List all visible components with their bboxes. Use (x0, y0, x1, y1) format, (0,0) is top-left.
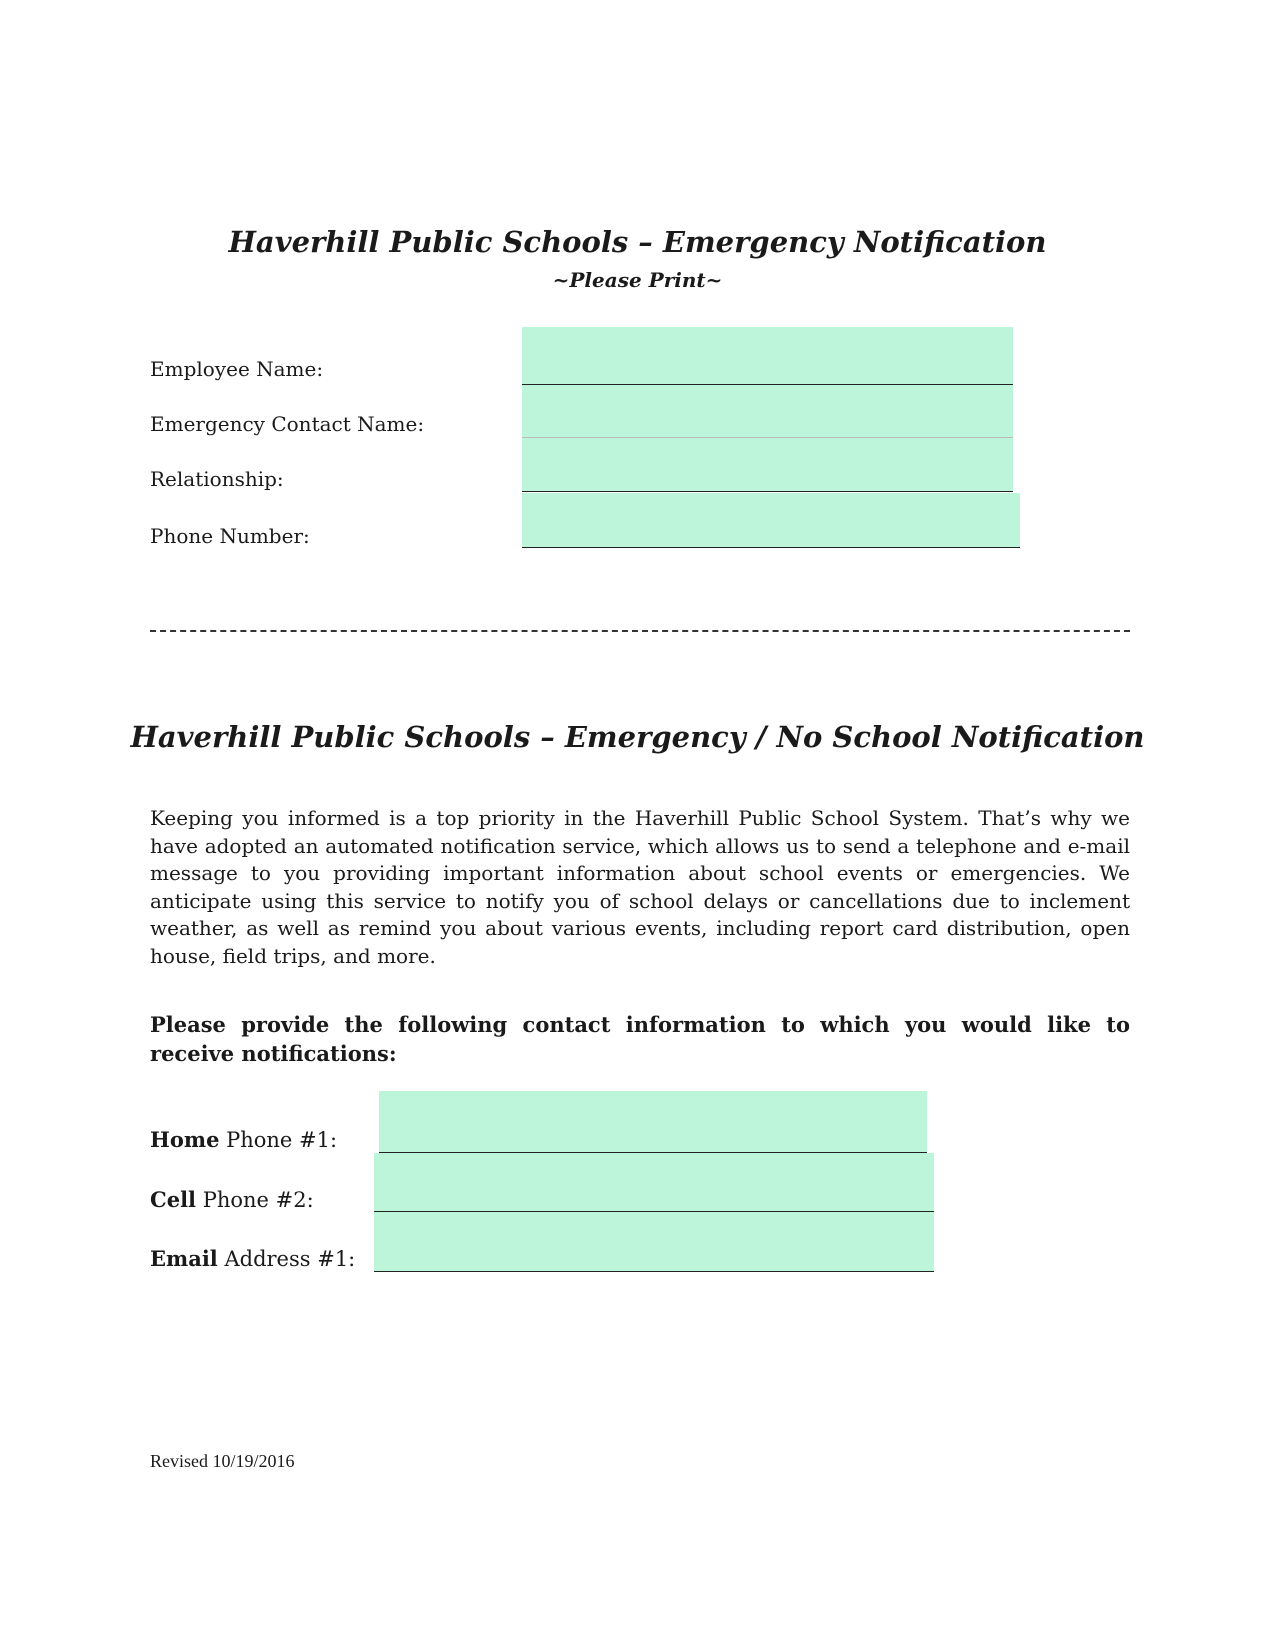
email-address-field[interactable] (374, 1212, 934, 1272)
instruction-text: Please provide the following contact information to which you would like to receive notifications: (150, 1012, 1130, 1066)
cell-phone-label-rest: Phone #2: (196, 1188, 314, 1212)
form-subtitle: ~Please Print~ (552, 268, 723, 292)
employee-name-field[interactable] (522, 327, 1013, 385)
cut-line-divider (150, 630, 1130, 632)
home-phone-field[interactable] (379, 1091, 927, 1153)
relationship-field[interactable] (522, 438, 1013, 492)
home-phone-label-bold: Home (150, 1127, 220, 1152)
cell-phone-label-bold: Cell (150, 1187, 197, 1212)
revised-date: Revised 10/19/2016 (150, 1451, 295, 1471)
home-phone-label (150, 1127, 337, 1152)
employee-name-label: Employee Name: (150, 357, 324, 381)
form-title: Haverhill Public Schools – Emergency Notification (228, 225, 1047, 259)
cell-phone-field[interactable] (374, 1153, 934, 1212)
emergency-contact-name-label: Emergency Contact Name: (150, 412, 425, 436)
cell-phone-label (150, 1187, 314, 1212)
home-phone-label-rest: Phone #1: (219, 1128, 338, 1152)
email-address-label-rest: Address #1: (217, 1247, 356, 1271)
section-title: Haverhill Public Schools – Emergency / No School Notification (130, 720, 1145, 754)
emergency-contact-name-field[interactable] (522, 385, 1013, 438)
phone-number-field[interactable] (522, 493, 1020, 548)
email-address-label-bold: Email (150, 1246, 218, 1271)
intro-paragraph: Keeping you informed is a top priority in the Haverhill Public School System. That’s why we have adopted an automated notification service, which allows us to send a telephone and e-mail message to you providing important information about school events or emergencies. We anticipate using this service to notify you of school delays or cancellations due to inclement weather, as well as remind you about various events, including report card distribution, open house, field trips, and more. (150, 806, 1130, 968)
phone-number-label: Phone Number: (150, 524, 310, 548)
email-address-label (150, 1246, 355, 1271)
relationship-label: Relationship: (150, 467, 284, 491)
